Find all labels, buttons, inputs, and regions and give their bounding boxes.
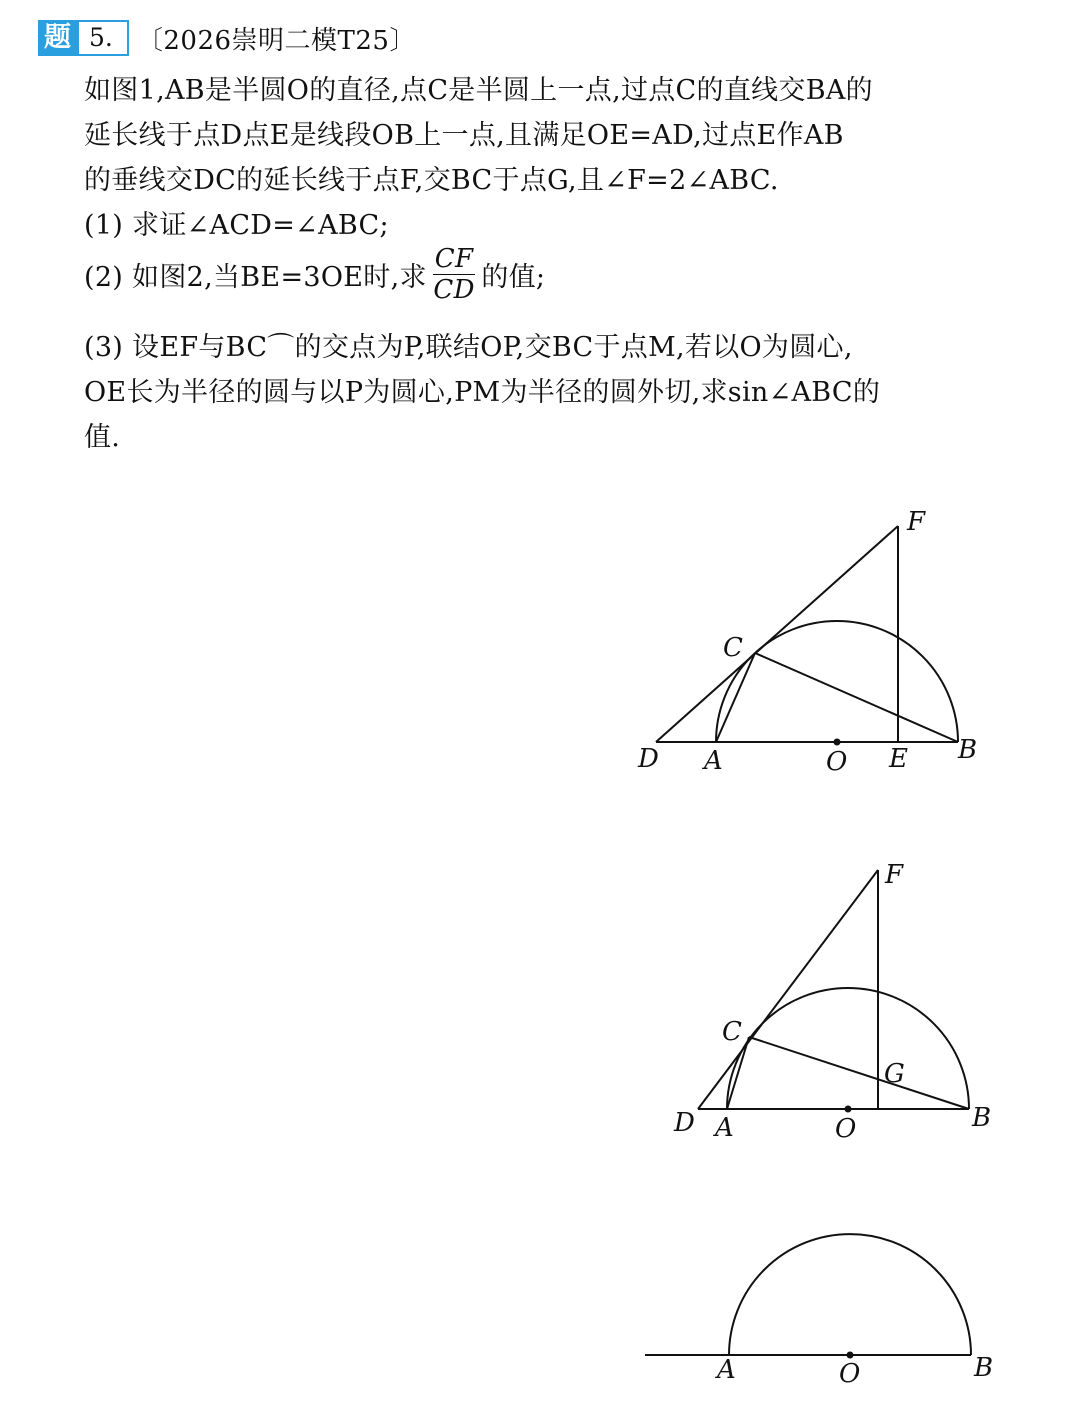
problem-source: 〔2026崇明二模T25〕 <box>136 25 416 56</box>
fig2-label-f: F <box>885 860 904 890</box>
problem-line-2: 延长线于点D点E是线段OB上一点,且满足OE=AD,过点E作AB <box>84 120 844 151</box>
fig1-label-b: B <box>958 735 978 765</box>
part-2-prefix: (2) 如图2,当BE=3OE时,求 <box>84 262 427 293</box>
fig1-label-d: D <box>638 744 659 774</box>
fig1-label-c: C <box>723 633 743 663</box>
fig1-line-df <box>656 526 898 742</box>
fraction-numerator: CF <box>434 244 474 274</box>
figure-1 <box>656 526 958 746</box>
fig3-center-dot <box>847 1352 854 1359</box>
fig3-label-a: A <box>717 1355 736 1385</box>
badge-title: 题 <box>38 20 77 56</box>
problem-number: 5. <box>77 20 129 56</box>
fig2-semicircle <box>727 988 969 1109</box>
fig2-line-ca <box>727 1037 749 1109</box>
figure-2 <box>698 870 969 1113</box>
fraction-denominator: CD <box>433 275 475 305</box>
fig2-line-cb <box>749 1037 969 1109</box>
fig2-label-a: A <box>715 1113 734 1143</box>
fig2-label-b: B <box>972 1103 992 1133</box>
part-2-suffix: 的值; <box>481 262 546 293</box>
problem-line-3: 的垂线交DC的延长线于点F,交BC于点G,且∠F=2∠ABC. <box>84 165 779 196</box>
fig2-label-c: C <box>722 1017 742 1047</box>
question-part-3-line-1: (3) 设EF与BC⌒的交点为P,联结OP,交BC于点M,若以O为圆心, <box>84 332 853 363</box>
question-part-3-line-3: 值. <box>84 422 121 453</box>
fig2-center-dot <box>845 1106 852 1113</box>
figure-3 <box>645 1234 971 1358</box>
fig2-label-o: O <box>835 1114 857 1144</box>
fig1-line-cb <box>755 653 958 742</box>
fig2-label-g: G <box>884 1059 905 1089</box>
question-part-1: (1) 求证∠ACD=∠ABC; <box>84 210 389 241</box>
fig1-label-o: O <box>826 747 848 777</box>
fig1-line-ca <box>716 653 755 742</box>
fig2-line-df <box>698 870 878 1109</box>
fig1-label-f: F <box>907 507 926 537</box>
fig2-label-d: D <box>674 1108 695 1138</box>
figure-3-labels <box>715 1353 993 1389</box>
fig3-label-b: B <box>974 1353 994 1383</box>
fig1-semicircle <box>716 621 958 742</box>
fig1-center-dot <box>834 739 841 746</box>
question-part-3-line-2: OE长为半径的圆与以P为圆心,PM为半径的圆外切,求sin∠ABC的 <box>84 377 881 408</box>
figure-1-labels <box>637 507 977 777</box>
fig3-label-o: O <box>839 1359 861 1389</box>
problem-line-1: 如图1,AB是半圆O的直径,点C是半圆上一点,过点C的直线交BA的 <box>84 75 873 106</box>
fig3-semicircle <box>729 1234 971 1355</box>
fig1-label-a: A <box>704 746 723 776</box>
fig1-label-e: E <box>889 744 908 774</box>
